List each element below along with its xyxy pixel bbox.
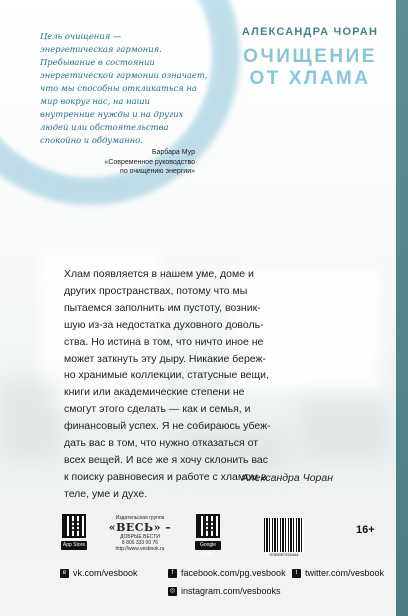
annotation-line: других пространствах, потому что мы [64,284,248,297]
publisher-logo [102,515,178,552]
social-link-text: instagram.com/vesbooks [181,586,281,596]
annotation-line: может заткнуть эту дыру. Никакие береж- [64,352,267,365]
epigraph-line: Цель очищения — [40,31,122,41]
social-link-instagram[interactable] [168,586,281,596]
social-link-twitter[interactable] [292,568,384,578]
age-rating-badge: 16+ [356,524,375,536]
annotation-line: книги или академические степени не [64,386,245,399]
social-link-text: vk.com/vesbook [73,568,138,578]
annotation-line: но хранимые коллекции, статусные вещи, [64,369,269,382]
epigraph [40,30,215,147]
publisher-slogan: ДОБРЫЕ ВЕСТИ [120,534,160,540]
epigraph-line: внутренние нужды и на других [40,109,184,119]
publisher-phone: 8 800 333 00 76 [121,540,159,546]
epigraph-line: Пребывание в состоянии [40,57,155,67]
instagram-icon: ◎ [169,587,176,594]
epigraph-line: энергетическая гармония. [40,44,162,54]
title-line: ОТ ХЛАМА [249,68,371,89]
author-name: АЛЕКСАНДРА ЧОРАН [241,26,379,38]
title-line: ОЧИЩЕНИЕ [243,46,377,67]
qr-code-appstore-icon[interactable] [62,514,86,538]
epigraph-line: мир вокруг нас, на наши [40,96,150,106]
annotation-line: к поиску равновесия и работе с хламом в [64,470,267,483]
epigraph-line: что мы способны откликаться на [40,83,197,93]
annotation-text [64,266,336,503]
epigraph-source-book: «Современное руководство [104,158,195,166]
facebook-icon: f [168,569,177,578]
annotation-line: смогут этого сделать — как и семья, и [64,403,251,416]
annotation-line: всех вещей. И все же я хочу склонить вас [64,453,268,466]
epigraph-source-name: Барбара Мур [151,149,195,156]
epigraph-line: энергетической гармонии означает, [40,70,208,80]
epigraph-line: спокойно и обдуманно. [40,135,143,145]
annotation-line: финансовый успех. Я не собираюсь убеж- [64,420,271,433]
publisher-name: «ВЕСЬ» – [108,521,172,534]
epigraph-source-book: по очищению энергии» [120,168,195,175]
book-title [235,46,385,90]
shadow-patch [0,380,60,460]
annotation-line: дать вас в том, что нужно отказаться от [64,437,259,450]
social-link-facebook[interactable] [168,568,286,578]
annotation-line: шую из-за недостатка духовного доволь- [64,318,264,331]
appstore-badge[interactable]: App Store [62,542,86,548]
annotation-line: теле, уме и духе. [64,487,148,500]
epigraph-source [75,148,195,177]
epigraph-line: людей или обстоятельства [40,122,169,132]
social-link-text: facebook.com/pg.vesbook [181,568,286,578]
publisher-site: http://www.vesbook.ru [115,546,165,552]
imprint-block [0,510,396,616]
social-link-text: twitter.com/vesbook [305,568,385,578]
twitter-icon: t [292,569,301,578]
annotation-line: пытаемся заполнить им пустоту, возник- [64,301,261,314]
isbn-barcode-icon [264,518,304,552]
qr-code-googleplay-icon[interactable] [196,514,220,538]
annotation-signature: Александра Чоран [241,472,333,484]
googleplay-badge[interactable]: Google Play [195,541,221,550]
annotation-line: Хлам появляется в нашем уме, доме и [64,268,254,280]
social-link-vk[interactable] [60,568,138,578]
publisher-group-label: Издательская группа [115,515,165,521]
annotation-line: ства. Но истина в том, что ничто иное не [64,335,264,348]
spine-edge [396,0,408,616]
vk-icon: в [60,569,69,578]
isbn-number: 9785957333444 [269,552,299,557]
